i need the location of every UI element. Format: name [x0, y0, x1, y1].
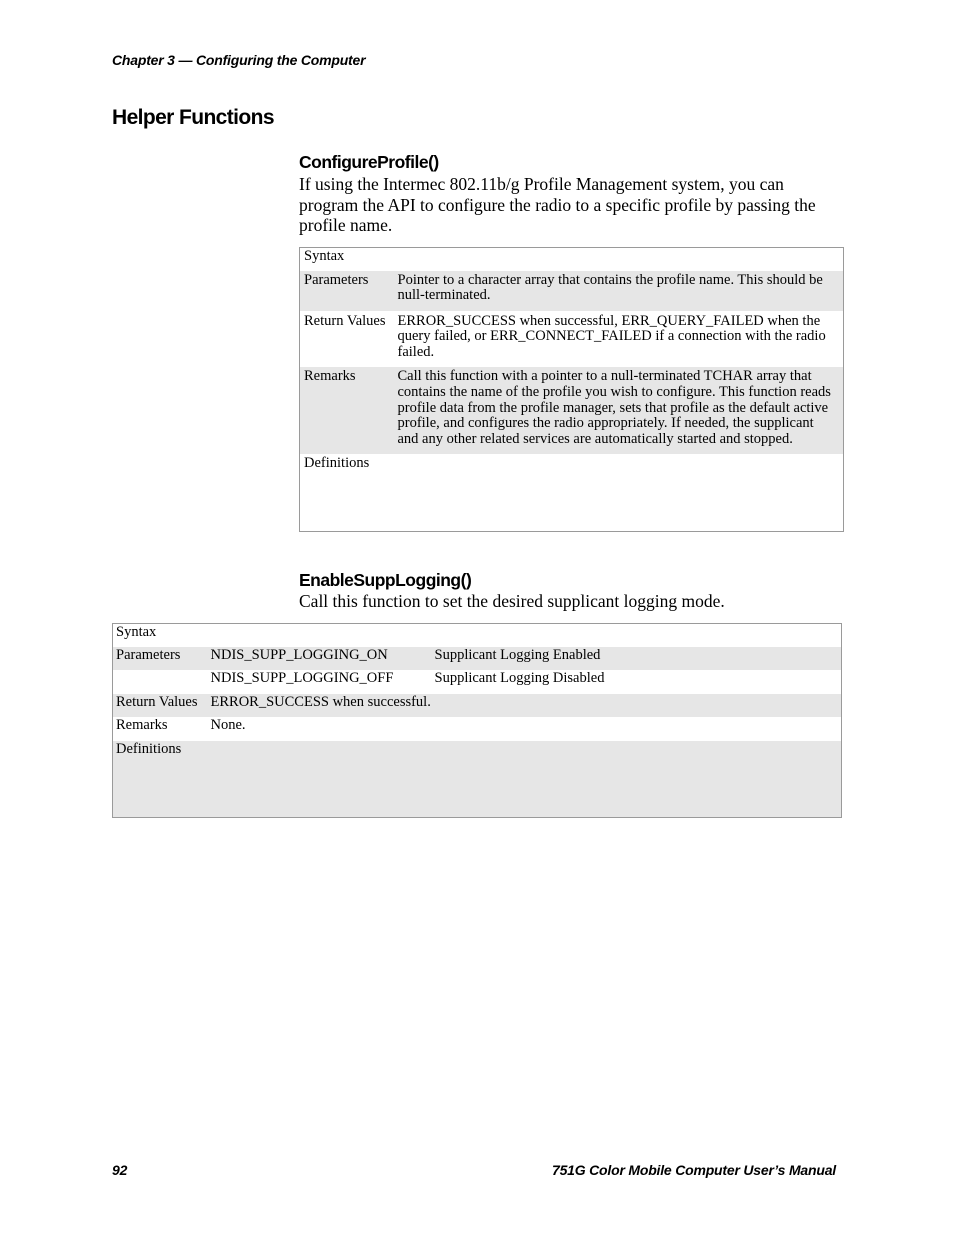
parameters-label: Parameters [300, 271, 395, 311]
syntax-label: Syntax [304, 248, 345, 264]
table-row [113, 624, 842, 647]
definitions-label: Definitions [113, 741, 842, 818]
function-description-configureprofile: If using the Intermec 802.11b/g Profile Management system, you can program the API to configure the radio to a specific profile by passing the profile name. [299, 174, 816, 235]
parameter-meaning: Supplicant Logging Disabled [434, 669, 605, 686]
remarks-label: Remarks [300, 367, 395, 454]
table-row [113, 694, 842, 717]
definitions-label: Definitions [304, 455, 370, 472]
manual-title: 751G Color Mobile Computer User’s Manual [552, 1162, 836, 1178]
table-row [113, 717, 842, 741]
table-row [300, 367, 844, 454]
enablesupplogging-table [112, 623, 842, 818]
return-values-label: Return Values [304, 312, 386, 329]
return-values-value: ERROR_SUCCESS when successful. [208, 694, 842, 717]
page-number: 92 [112, 1162, 128, 1178]
function-title-enablesupplogging: EnableSuppLogging() [299, 570, 472, 590]
remarks-value: Call this function with a pointer to a null-terminated TCHAR array that contains the name of the profile you wish to configure. This function reads profile data from the profile manager, sets that profile as the default active profile, and configures the radio appropriately. If needed, the supplicant and any other related services are automatically started and stopped. [395, 367, 844, 454]
table-row [300, 454, 844, 531]
table-row [113, 741, 842, 818]
parameters-value: Pointer to a character array that contains the profile name. This should be null-terminated. [395, 271, 844, 311]
return-values-label: Return Values [113, 694, 208, 717]
table-row [300, 311, 844, 368]
table-row [300, 248, 844, 271]
function-title-configureprofile: ConfigureProfile() [299, 152, 439, 172]
table-row [300, 271, 844, 311]
parameter-name: NDIS_SUPP_LOGGING_ON [208, 647, 432, 670]
table-row [113, 670, 842, 694]
section-title: Helper Functions [112, 106, 274, 129]
return-values-value: ERROR_SUCCESS when successful, ERR_QUERY_FAILED when the query failed, or ERR_CONNECT_FAILED if a connection with the radio failed. [397, 312, 826, 360]
parameter-meaning: Supplicant Logging Enabled [432, 647, 842, 670]
function-description-enablesupplogging: Call this function to set the desired supplicant logging mode. [299, 591, 725, 611]
parameter-name: NDIS_SUPP_LOGGING_OFF [210, 669, 394, 686]
syntax-label: Syntax [116, 624, 157, 640]
running-header: Chapter 3 — Configuring the Computer [112, 52, 366, 68]
table-row [113, 647, 842, 670]
configureprofile-table [299, 247, 844, 532]
remarks-value: None. [210, 716, 246, 733]
parameters-label: Parameters [113, 647, 208, 670]
remarks-label: Remarks [116, 716, 168, 733]
